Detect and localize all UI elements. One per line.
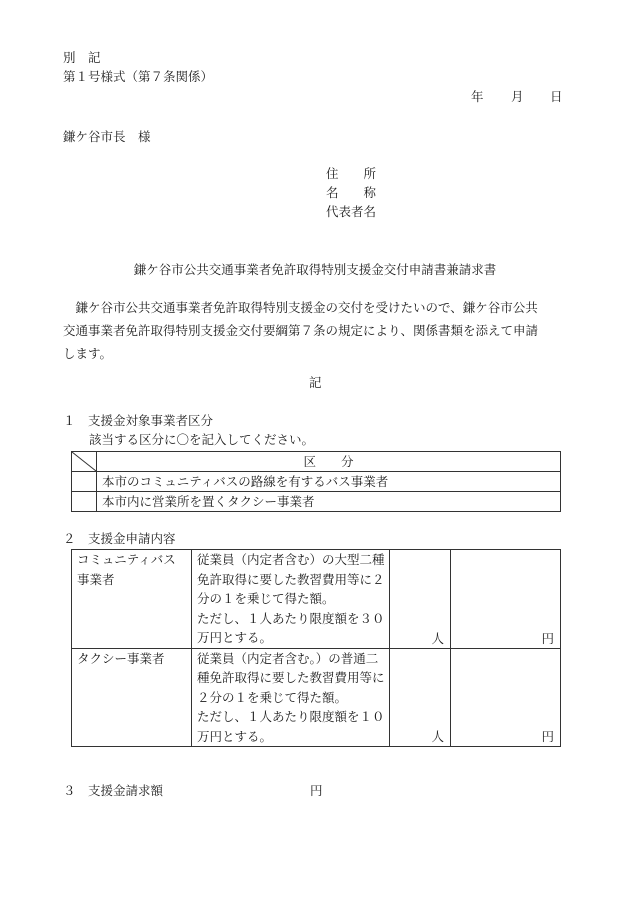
persons-cell[interactable] bbox=[390, 648, 451, 747]
request-amount-unit: 円 bbox=[310, 783, 323, 798]
checkbox-cell[interactable] bbox=[72, 492, 97, 512]
body-line-2: 交通事業者免許取得特別支援金交付要綱第７条の規定により、関係書類を添えて申請 bbox=[63, 323, 539, 338]
table-row bbox=[72, 648, 561, 747]
diagonal-cell bbox=[72, 452, 97, 472]
category-bus: 本市のコミュニティバスの路線を有するバス事業者 bbox=[97, 472, 561, 492]
amount-cell[interactable] bbox=[451, 648, 561, 747]
table-row bbox=[72, 550, 561, 649]
form-number: 第１号様式（第７条関係） bbox=[63, 69, 214, 84]
table-row bbox=[72, 472, 561, 492]
desc-line: 従業員（内定者含む。）の普通二 bbox=[197, 650, 379, 666]
application-table bbox=[71, 549, 561, 747]
annex-label: 別 記 bbox=[63, 50, 101, 65]
desc-line: 種免許取得に要した教習費用等に bbox=[197, 670, 385, 685]
desc-line: ２分の１を乗じて得た額。 bbox=[197, 689, 348, 705]
column-header: 区 分 bbox=[97, 452, 561, 472]
desc-line: 万円とする。 bbox=[197, 728, 273, 744]
category-line: コミュニティバス bbox=[77, 552, 176, 567]
desc-line: ただし、１人あたり限度額を３０ bbox=[197, 610, 385, 626]
amount-cell[interactable] bbox=[451, 550, 561, 649]
category-cell bbox=[72, 648, 192, 747]
category-cell bbox=[72, 550, 192, 649]
document-title: 鎌ケ谷市公共交通事業者免許取得特別支援金交付申請書兼請求書 bbox=[133, 262, 497, 277]
section1-heading: １ 支援金対象事業者区分 bbox=[63, 413, 214, 428]
address-label: 住 所 bbox=[326, 166, 377, 181]
desc-line: 従業員（内定者含む）の大型二種 bbox=[197, 552, 385, 567]
desc-line: 万円とする。 bbox=[197, 630, 273, 645]
persons-unit: 人 bbox=[431, 630, 444, 646]
body-paragraph bbox=[63, 296, 563, 365]
persons-cell[interactable] bbox=[390, 550, 451, 649]
yen-unit: 円 bbox=[541, 630, 554, 646]
category-taxi: 本市内に営業所を置くタクシー事業者 bbox=[97, 492, 561, 512]
description-cell bbox=[192, 550, 390, 649]
desc-line: ただし、１人あたり限度額を１０ bbox=[197, 709, 385, 724]
section1-instruction: 該当する区分に〇を記入してください。 bbox=[89, 432, 315, 447]
date-year: 年 bbox=[471, 89, 484, 104]
representative-label: 代表者名 bbox=[326, 204, 377, 219]
body-line-3: します。 bbox=[63, 346, 113, 361]
section3-heading: ３ 支援金請求額 bbox=[63, 783, 164, 798]
desc-line: 分の１を乗じて得た額。 bbox=[197, 591, 335, 606]
category-table bbox=[71, 451, 561, 512]
category-line: 事業者 bbox=[77, 571, 115, 587]
addressee: 鎌ケ谷市長 様 bbox=[63, 129, 151, 144]
yen-unit: 円 bbox=[541, 729, 554, 744]
body-line-1: 鎌ケ谷市公共交通事業者免許取得特別支援金の交付を受けたいので、鎌ケ谷市公共 bbox=[63, 300, 538, 315]
persons-unit: 人 bbox=[431, 729, 444, 744]
table-row bbox=[72, 452, 561, 472]
date-day: 日 bbox=[550, 89, 563, 104]
category-line: タクシー事業者 bbox=[77, 650, 165, 666]
ki-label: 記 bbox=[309, 375, 322, 390]
name-label: 名 称 bbox=[326, 185, 377, 200]
description-cell bbox=[192, 648, 390, 747]
section2-heading: ２ 支援金申請内容 bbox=[63, 531, 176, 546]
desc-line: 免許取得に要した教習費用等に２ bbox=[197, 571, 385, 587]
date-month: 月 bbox=[511, 89, 524, 104]
checkbox-cell[interactable] bbox=[72, 472, 97, 492]
table-row bbox=[72, 492, 561, 512]
